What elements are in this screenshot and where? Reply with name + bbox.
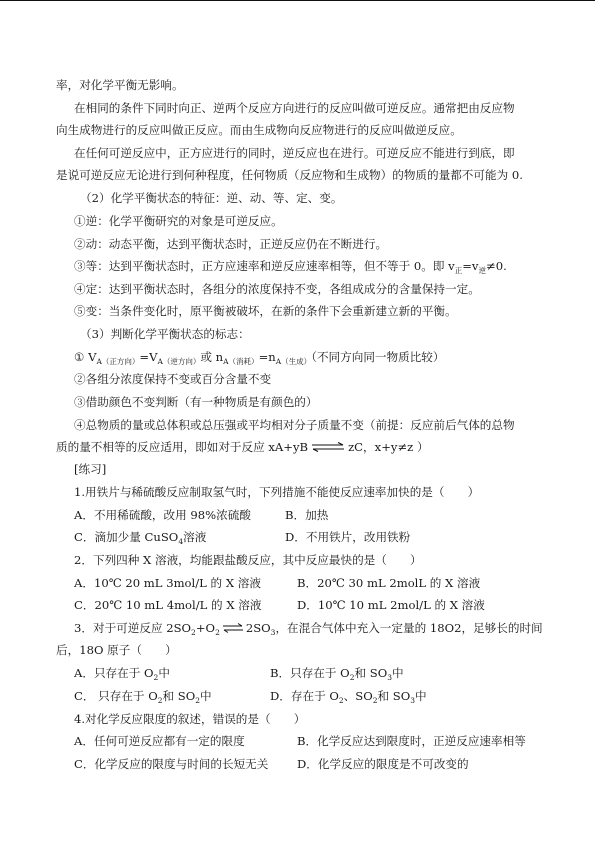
text-run: 中	[200, 689, 212, 703]
para-line	[56, 439, 429, 455]
text-run: C． 只存在于 O	[74, 689, 158, 703]
option	[74, 688, 212, 709]
list-item: ②动：动态平衡，达到平衡状态时，正逆反应仍在不断进行。	[74, 237, 388, 251]
text-run: （不同方向同一物质比较）	[311, 350, 445, 364]
list-item: ③借助颜色不变判断（有一种物质是有颜色的）	[74, 395, 318, 409]
para-line: 率，对化学平衡无影响。	[56, 78, 184, 92]
subscript: A（逆方向）	[157, 357, 201, 366]
list-item: ④总物质的量或总体积或总压强或平均相对分子质量不变（前提：反应前后气体的总物	[74, 418, 515, 432]
option: C．化学反应的限度与时间的长短无关	[74, 757, 269, 771]
subscript: 逆	[478, 266, 486, 275]
text-run: =v	[462, 259, 479, 273]
para-line: 在任何可逆反应中，正方应进行的同时，逆反应也在进行。可逆反应不能进行到底，即	[74, 146, 515, 160]
text-run: 2SO	[245, 621, 271, 635]
subscript: 2	[153, 673, 159, 682]
subscript: 2	[191, 628, 196, 637]
subscript: 3	[410, 696, 415, 705]
option: D．化学反应的限度是不可改变的	[297, 757, 469, 771]
subscript: 3	[387, 673, 392, 682]
question	[74, 620, 543, 641]
subscript: 3	[270, 628, 276, 637]
section-heading: （3）判断化学平衡状态的标志：	[80, 327, 250, 341]
subscript: 2	[372, 696, 378, 705]
text-run: B．只存在于 O	[270, 666, 350, 680]
text-run: A．只存在于 O	[74, 666, 154, 680]
section-heading: （2）化学平衡状态的特征：逆、动、等、定、变。	[80, 191, 343, 205]
text-run: 中	[158, 666, 170, 680]
subscript: A（消耗）	[223, 357, 259, 366]
option: A．任何可逆反应都有一定的限度	[74, 734, 245, 748]
option	[74, 665, 170, 686]
para-line: 向生成物进行的反应叫做正反应。而由生成物向反应物进行的反应叫做逆反应。	[56, 123, 462, 137]
subscript: 2	[215, 628, 220, 637]
option: A．10℃ 20 mL 3mol/L 的 X 溶液	[74, 576, 261, 590]
question: 4.对化学反应限度的叙述，错误的是（ ）	[74, 712, 306, 726]
option	[270, 688, 427, 709]
option	[74, 529, 206, 550]
text-run: 中	[391, 666, 404, 680]
list-item	[74, 258, 507, 279]
option: D．不用铁片，改用铁粉	[285, 530, 411, 544]
subscript: 2	[349, 673, 355, 682]
text-run: =n	[258, 350, 276, 364]
para-line: 在相同的条件下同时向正、逆两个反应方向进行的反应叫做可逆反应。通常把由反应物	[74, 101, 515, 115]
list-item: ①逆：化学平衡研究的对象是可逆反应。	[74, 214, 283, 228]
subscript: A（生成）	[275, 357, 312, 366]
question: 2．下列四种 X 溶液，均能跟盐酸反应，其中反应最快的是（ ）	[74, 553, 422, 567]
text-run: C．滴加少量 CuSO	[74, 530, 179, 544]
subscript: A（正方向）	[96, 357, 140, 366]
subscript: 2	[157, 696, 163, 705]
option: A．不用稀硫酸，改用 98%浓硫酸	[74, 508, 251, 522]
text-run: D．存在于 O	[270, 689, 339, 703]
reversible-arrow-icon	[222, 621, 244, 631]
list-item: ⑤变：当条件变化时，原平衡被破坏，在新的条件下会重新建立新的平衡。	[74, 304, 457, 318]
text-run: 质的量不相等的反应适用，即如对于反应 xA+yB	[56, 440, 309, 454]
list-item	[74, 349, 445, 370]
text-run: ① V	[74, 350, 97, 364]
option: D．10℃ 10 mL 2mol/L 的 X 溶液	[297, 598, 485, 612]
text-run: zC，x+y≠z ）	[348, 440, 429, 454]
option: B．化学反应达到限度时，正逆反应速率相等	[297, 734, 526, 748]
exercise-heading: [练习]	[74, 462, 107, 476]
option: B．20℃ 30 mL 2molL 的 X 溶液	[297, 576, 481, 590]
text-run: 3．对于可逆反应 2SO	[74, 621, 192, 635]
option	[270, 665, 404, 686]
text-run: 中	[415, 689, 427, 703]
text-run: =V	[139, 350, 158, 364]
text-run: 、SO	[343, 689, 373, 703]
list-item: ④定：达到平衡状态时，各组分的浓度保持不变，各组成成分的含量保持一定。	[74, 282, 480, 296]
question: 1.用铁片与稀硫酸反应制取氢气时，下列措施不能使反应速率加快的是（ ）	[74, 485, 480, 499]
subscript: 2	[195, 696, 201, 705]
subscript: 4	[178, 537, 184, 546]
text-run: ③等：达到平衡状态时，正方应速率和逆反应速率相等，但不等于 0。即 v	[74, 259, 455, 273]
option: C．20℃ 10 mL 4mol/L 的 X 溶液	[74, 598, 262, 612]
text-run: ，在混合气体中充入一定量的 18O2，足够长的时间	[275, 621, 543, 635]
text-run: 或 n	[200, 350, 224, 364]
list-item: ②各组分浓度保持不变或百分含量不变	[74, 372, 272, 386]
text-run: ≠0.	[485, 259, 507, 273]
text-run: 和 SO	[162, 689, 196, 703]
equilibrium-arrow-icon	[311, 442, 345, 452]
text-run: +O	[195, 621, 216, 635]
subscript: 正	[454, 266, 463, 275]
text-run: 和 SO	[377, 689, 411, 703]
text-run: 溶液	[183, 530, 207, 544]
question: 后，18O 原子（ ）	[56, 643, 177, 657]
option: B．加热	[285, 508, 329, 522]
para-line: 是说可逆反应无论进行到何种程度，任何物质（反应物和生成物）的物质的量都不可能为 0.	[56, 168, 523, 182]
text-run: 和 SO	[354, 666, 388, 680]
subscript: 2	[338, 696, 344, 705]
